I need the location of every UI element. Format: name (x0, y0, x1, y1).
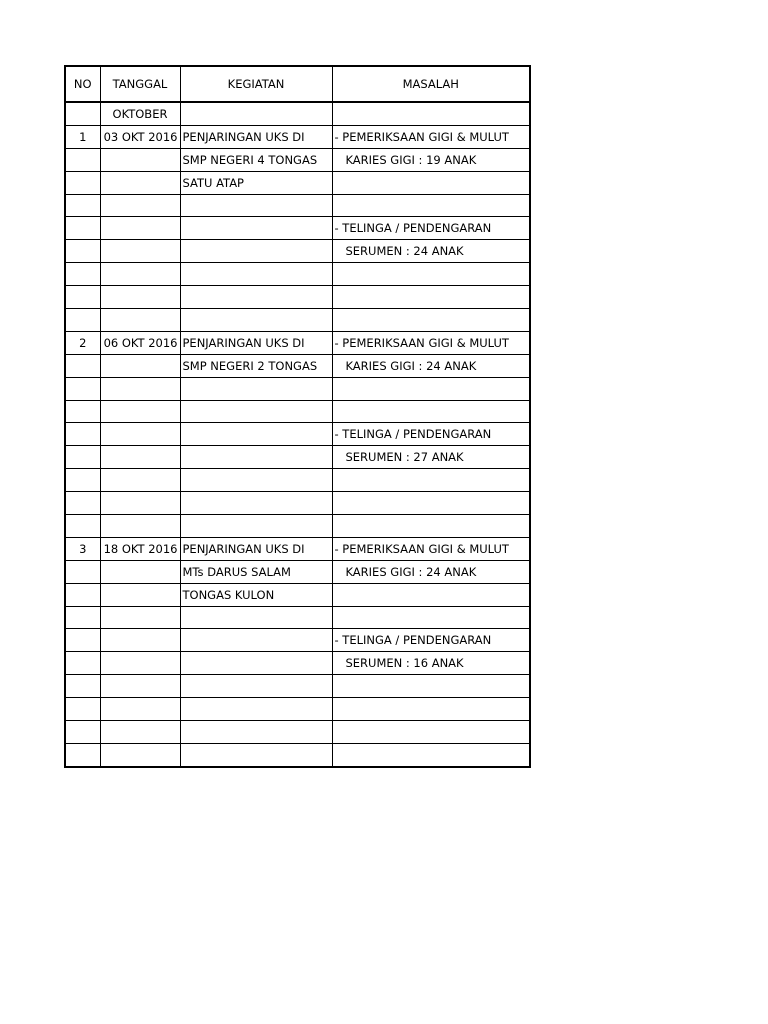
cell-kegiatan (180, 400, 332, 423)
cell-no (65, 263, 100, 286)
table-row (65, 698, 530, 721)
cell-tanggal: 06 OKT 2016 (100, 331, 180, 354)
cell-tanggal (100, 698, 180, 721)
header-row (65, 66, 530, 102)
cell-masalah: - PEMERIKSAAN GIGI & MULUT (332, 537, 530, 560)
cell-masalah: - PEMERIKSAAN GIGI & MULUT (332, 125, 530, 148)
cell-tanggal (100, 400, 180, 423)
cell-kegiatan (180, 102, 332, 125)
cell-no (65, 171, 100, 194)
cell-no (65, 675, 100, 698)
cell-kegiatan (180, 652, 332, 675)
cell-kegiatan: PENJARINGAN UKS DI (180, 331, 332, 354)
cell-tanggal (100, 469, 180, 492)
table-row (65, 286, 530, 309)
cell-masalah (332, 675, 530, 698)
cell-no (65, 423, 100, 446)
cell-kegiatan (180, 469, 332, 492)
cell-kegiatan (180, 743, 332, 766)
cell-kegiatan (180, 446, 332, 469)
header-tanggal: TANGGAL (100, 66, 180, 102)
table-row (65, 629, 530, 652)
table-row (65, 675, 530, 698)
cell-tanggal (100, 309, 180, 332)
cell-masalah (332, 721, 530, 744)
cell-masalah: SERUMEN : 27 ANAK (332, 446, 530, 469)
cell-masalah: - TELINGA / PENDENGARAN (332, 423, 530, 446)
cell-masalah (332, 515, 530, 538)
header-kegiatan: KEGIATAN (180, 66, 332, 102)
cell-no (65, 354, 100, 377)
cell-no (65, 446, 100, 469)
cell-masalah (332, 583, 530, 606)
cell-kegiatan: PENJARINGAN UKS DI (180, 537, 332, 560)
cell-no (65, 217, 100, 240)
cell-masalah (332, 263, 530, 286)
cell-no (65, 698, 100, 721)
cell-tanggal (100, 194, 180, 217)
cell-no (65, 309, 100, 332)
cell-kegiatan (180, 286, 332, 309)
cell-kegiatan (180, 217, 332, 240)
cell-masalah (332, 309, 530, 332)
cell-kegiatan: SMP NEGERI 2 TONGAS (180, 354, 332, 377)
table-row (65, 331, 530, 354)
cell-masalah: KARIES GIGI : 19 ANAK (332, 148, 530, 171)
cell-masalah (332, 171, 530, 194)
table-row (65, 583, 530, 606)
cell-masalah: KARIES GIGI : 24 ANAK (332, 560, 530, 583)
cell-masalah (332, 469, 530, 492)
cell-kegiatan (180, 194, 332, 217)
table-row (65, 171, 530, 194)
cell-tanggal (100, 606, 180, 629)
cell-no (65, 721, 100, 744)
cell-tanggal (100, 354, 180, 377)
table-row (65, 194, 530, 217)
activity-table (64, 65, 531, 768)
table-row (65, 743, 530, 766)
cell-no (65, 652, 100, 675)
cell-kegiatan (180, 515, 332, 538)
table-body (65, 102, 530, 767)
cell-tanggal (100, 515, 180, 538)
cell-tanggal (100, 263, 180, 286)
cell-masalah (332, 286, 530, 309)
cell-kegiatan (180, 629, 332, 652)
cell-kegiatan: MTs DARUS SALAM (180, 560, 332, 583)
cell-no (65, 515, 100, 538)
cell-kegiatan (180, 309, 332, 332)
table-row (65, 492, 530, 515)
cell-no (65, 194, 100, 217)
header-no: NO (65, 66, 100, 102)
table-row (65, 721, 530, 744)
table-row (65, 217, 530, 240)
cell-tanggal (100, 675, 180, 698)
cell-masalah (332, 743, 530, 766)
cell-kegiatan (180, 263, 332, 286)
cell-masalah (332, 194, 530, 217)
cell-tanggal (100, 560, 180, 583)
cell-tanggal (100, 743, 180, 766)
cell-no (65, 102, 100, 125)
cell-kegiatan: SMP NEGERI 4 TONGAS (180, 148, 332, 171)
cell-no (65, 286, 100, 309)
cell-no: 2 (65, 331, 100, 354)
cell-no (65, 148, 100, 171)
cell-tanggal (100, 583, 180, 606)
cell-masalah (332, 492, 530, 515)
table-row (65, 606, 530, 629)
cell-masalah: - TELINGA / PENDENGARAN (332, 629, 530, 652)
cell-tanggal (100, 629, 180, 652)
table-row (65, 125, 530, 148)
cell-masalah: KARIES GIGI : 24 ANAK (332, 354, 530, 377)
cell-kegiatan: SATU ATAP (180, 171, 332, 194)
cell-masalah (332, 102, 530, 125)
table-row (65, 469, 530, 492)
cell-kegiatan (180, 492, 332, 515)
cell-tanggal (100, 721, 180, 744)
cell-no (65, 583, 100, 606)
cell-masalah: - PEMERIKSAAN GIGI & MULUT (332, 331, 530, 354)
table-row (65, 240, 530, 263)
cell-no (65, 629, 100, 652)
cell-tanggal (100, 171, 180, 194)
cell-tanggal (100, 240, 180, 263)
table-row (65, 515, 530, 538)
cell-no (65, 240, 100, 263)
table-row (65, 400, 530, 423)
cell-tanggal (100, 492, 180, 515)
cell-no: 3 (65, 537, 100, 560)
table-row (65, 652, 530, 675)
cell-kegiatan (180, 240, 332, 263)
cell-tanggal: OKTOBER (100, 102, 180, 125)
cell-masalah: SERUMEN : 24 ANAK (332, 240, 530, 263)
cell-masalah (332, 400, 530, 423)
table-row (65, 263, 530, 286)
cell-kegiatan (180, 377, 332, 400)
cell-no (65, 492, 100, 515)
cell-kegiatan (180, 698, 332, 721)
cell-tanggal (100, 652, 180, 675)
table-row (65, 148, 530, 171)
cell-tanggal: 18 OKT 2016 (100, 537, 180, 560)
cell-kegiatan (180, 606, 332, 629)
cell-no (65, 560, 100, 583)
header-masalah: MASALAH (332, 66, 530, 102)
table-row (65, 354, 530, 377)
cell-masalah: SERUMEN : 16 ANAK (332, 652, 530, 675)
cell-tanggal (100, 446, 180, 469)
cell-tanggal (100, 423, 180, 446)
cell-tanggal (100, 286, 180, 309)
cell-no (65, 743, 100, 766)
cell-tanggal (100, 148, 180, 171)
cell-kegiatan (180, 675, 332, 698)
cell-kegiatan (180, 721, 332, 744)
cell-kegiatan: TONGAS KULON (180, 583, 332, 606)
cell-masalah (332, 698, 530, 721)
cell-no (65, 606, 100, 629)
table-row (65, 446, 530, 469)
table-row (65, 537, 530, 560)
cell-kegiatan (180, 423, 332, 446)
table-row (65, 377, 530, 400)
cell-masalah: - TELINGA / PENDENGARAN (332, 217, 530, 240)
cell-no (65, 469, 100, 492)
table-row (65, 423, 530, 446)
cell-tanggal: 03 OKT 2016 (100, 125, 180, 148)
table-row (65, 560, 530, 583)
cell-no: 1 (65, 125, 100, 148)
cell-masalah (332, 606, 530, 629)
table-row (65, 309, 530, 332)
cell-kegiatan: PENJARINGAN UKS DI (180, 125, 332, 148)
cell-no (65, 400, 100, 423)
cell-tanggal (100, 377, 180, 400)
cell-no (65, 377, 100, 400)
cell-masalah (332, 377, 530, 400)
cell-tanggal (100, 217, 180, 240)
table-row (65, 102, 530, 125)
